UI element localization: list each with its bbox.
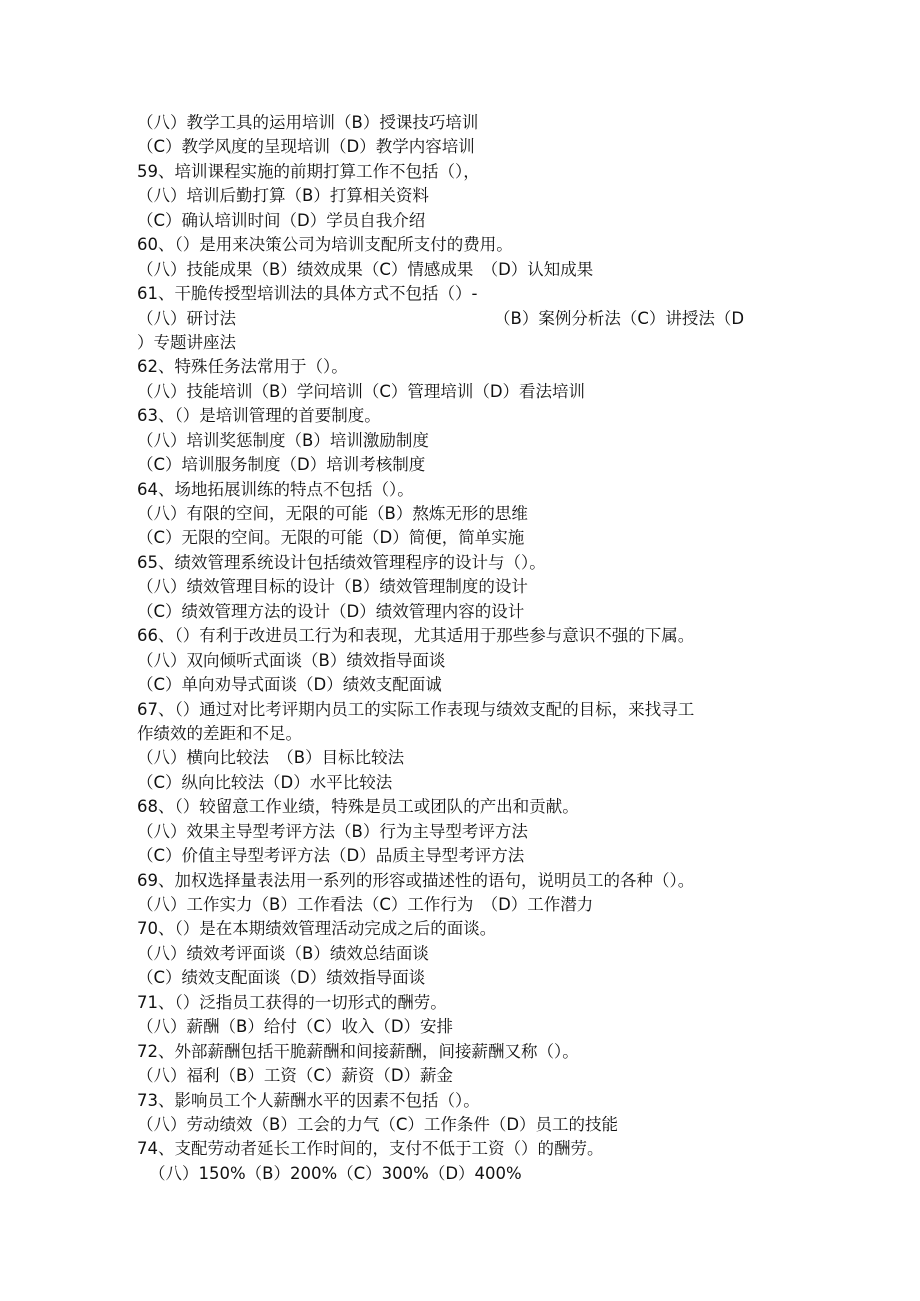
- text-line: （八）技能成果（B）绩效成果（C）情感成果 （D）认知成果: [137, 259, 594, 279]
- text-line: （八）150%（B）200%（C）300%（D）400%: [149, 1163, 522, 1183]
- question-72: 72、外部薪酬包括干脆薪酬和间接薪酬，间接薪酬又称（）。: [137, 1041, 579, 1061]
- text-line: （八）双向倾听式面谈（B）绩效指导面谈: [137, 650, 446, 670]
- text-line: （C）绩效管理方法的设计（D）绩效管理内容的设计: [137, 601, 525, 621]
- question-62: 62、特殊任务法常用于（）。: [137, 357, 348, 377]
- text-line: （八）技能培训（B）学问培训（C）管理培训（D）看法培训: [137, 381, 586, 401]
- text-line: ）专题讲座法: [137, 332, 236, 352]
- question-63: 63、（）是培训管理的首要制度。: [137, 406, 381, 426]
- question-70: 70、（）是在本期绩效管理活动完成之后的面谈。: [137, 919, 497, 939]
- text-line: 作绩效的差距和不足。: [137, 723, 302, 743]
- question-59: 59、培训课程实施的前期打算工作不包括（），: [137, 161, 480, 181]
- text-line: （C）确认培训时间（D）学员自我介绍: [137, 210, 426, 230]
- question-text-block: [137, 111, 787, 1186]
- text-line: （八）工作实力（B）工作看法（C）工作行为 （D）工作潜力: [137, 895, 594, 914]
- text-line: （八）效果主导型考评方法（B）行为主导型考评方法: [137, 821, 528, 841]
- text-line: （八）横向比较法 （B）目标比较法: [137, 748, 405, 768]
- text-line: （C）绩效支配面谈（D）绩效指导面谈: [137, 968, 426, 988]
- text-line: （C）价值主导型考评方法（D）品质主导型考评方法: [137, 846, 525, 866]
- question-67: 67、（）通过对比考评期内员工的实际工作表现与绩效支配的目标，来找寻工: [137, 699, 695, 719]
- text-line: （八）有限的空间，无限的可能（B）熬炼无形的思维: [137, 504, 528, 523]
- text-line: （八）薪酬（B）给付（C）收入（D）安排: [137, 1017, 454, 1037]
- text-line: （八）教学工具的运用培训（B）授课技巧培训: [137, 113, 479, 132]
- text-line: （C）培训服务制度（D）培训考核制度: [137, 455, 426, 475]
- text-line: [137, 307, 787, 331]
- question-66: 66、（）有利于改进员工行为和表现，尤其适用于那些参与意识不强的下属。: [137, 626, 695, 646]
- question-64: 64、场地拓展训练的特点不包括（）。: [137, 479, 414, 499]
- text-line: （八）培训后勤打算（B）打算相关资料: [137, 186, 429, 206]
- text-line: （C）纵向比较法（D）水平比较法: [137, 772, 393, 792]
- option-a-text: （八）研讨法: [137, 308, 236, 328]
- question-65: 65、绩效管理系统设计包括绩效管理程序的设计与（）。: [137, 552, 546, 572]
- text-line: （C）单向劝导式面谈（D）绩效支配面诚: [137, 675, 442, 695]
- question-68: 68、（）较留意工作业绩，特殊是员工或团队的产出和贡献。: [137, 797, 579, 817]
- question-61: 61、干脆传授型培训法的具体方式不包括（）-: [137, 284, 478, 304]
- text-line: （C）教学风度的呈现培训（D）教学内容培训: [137, 137, 475, 157]
- text-line: （C）无限的空间。无限的可能（D）简便，简单实施: [137, 528, 525, 548]
- options-b-c-d-text: （B）案例分析法（C）讲授法（D: [494, 308, 745, 328]
- question-69: 69、加权选择量表法用一系列的形容或描述性的语句，说明员工的各种（）。: [137, 870, 695, 890]
- question-73: 73、影响员工个人薪酬水平的因素不包括（）。: [137, 1090, 480, 1110]
- text-line: （八）绩效管理目标的设计（B）绩效管理制度的设计: [137, 577, 528, 597]
- text-line: （八）福利（B）工资（C）薪资（D）薪金: [137, 1066, 454, 1086]
- question-71: 71、（）泛指员工获得的一切形式的酬劳。: [137, 992, 447, 1012]
- question-60: 60、（）是用来决策公司为培训支配所支付的费用。: [137, 235, 513, 255]
- text-line: （八）劳动绩效（B）工会的力气（C）工作条件（D）员工的技能: [137, 1114, 619, 1134]
- text-line: （八）培训奖惩制度（B）培训激励制度: [137, 430, 429, 450]
- text-line: （八）绩效考评面谈（B）绩效总结面谈: [137, 943, 429, 963]
- question-74: 74、支配劳动者延长工作时间的，支付不低于工资（）的酬劳。: [137, 1139, 604, 1159]
